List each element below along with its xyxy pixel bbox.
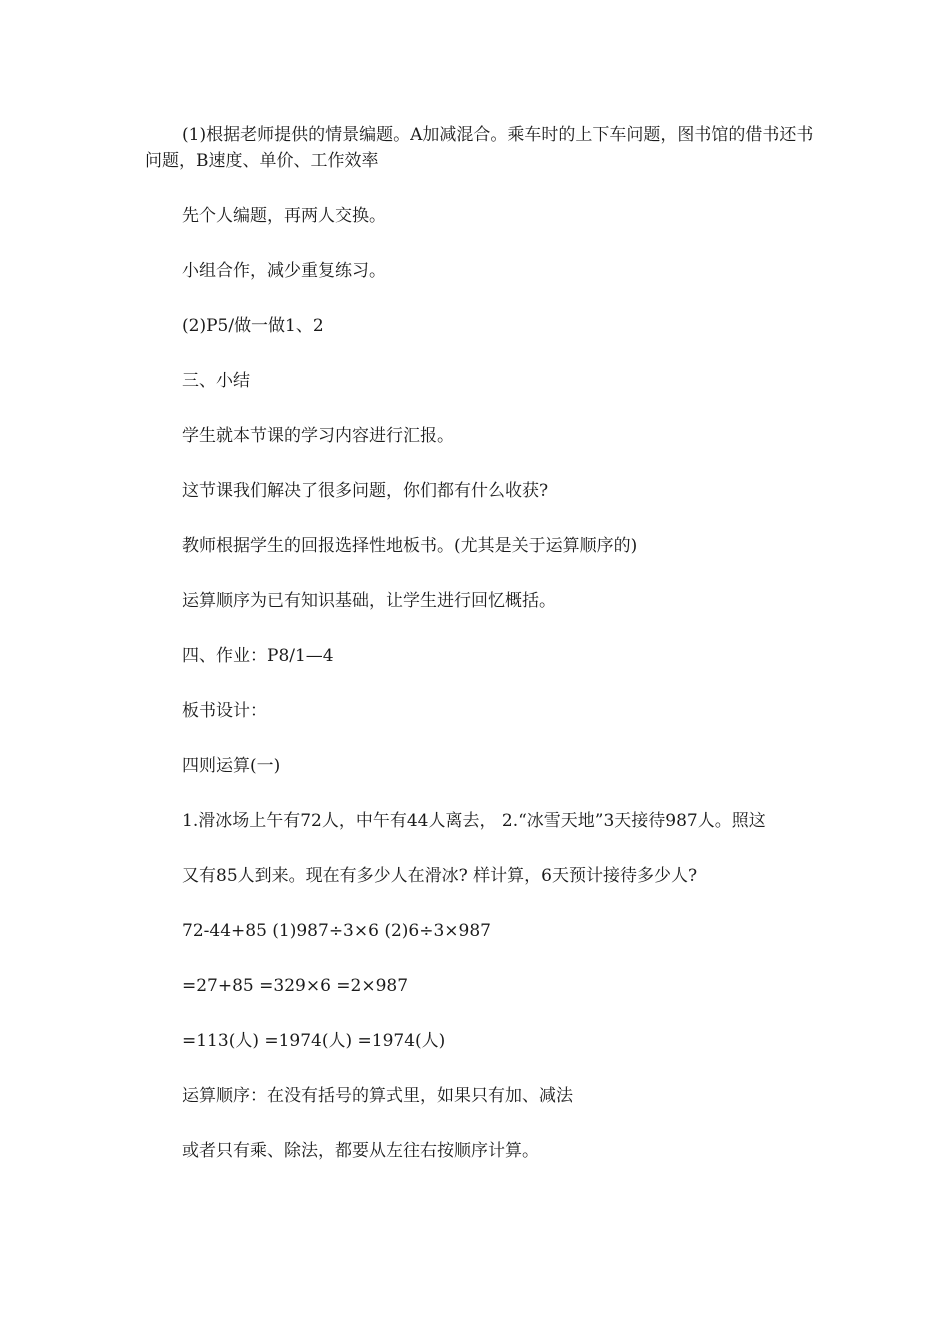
paragraph: (1)根据老师提供的情景编题。A加减混合。乘车时的上下车问题，图书馆的借书还书问题，B速度、单价、工作效率 <box>145 125 814 171</box>
document-body <box>145 122 815 1193</box>
paragraph: 学生就本节课的学习内容进行汇报。 <box>182 426 454 446</box>
paragraph: 或者只有乘、除法，都要从左往右按顺序计算。 <box>182 1141 539 1161</box>
paragraph: 板书设计： <box>182 701 267 721</box>
paragraph: 小组合作，减少重复练习。 <box>182 261 386 281</box>
paragraph: 四则运算(一) <box>182 756 281 776</box>
equation-line: =113(人) =1974(人) =1974(人) <box>182 1031 446 1051</box>
paragraph: 运算顺序为已有知识基础，让学生进行回忆概括。 <box>182 591 556 611</box>
paragraph: 教师根据学生的回报选择性地板书。(尤其是关于运算顺序的) <box>182 536 638 556</box>
paragraph: 这节课我们解决了很多问题，你们都有什么收获? <box>182 481 549 501</box>
paragraph: 1.滑冰场上午有72人，中午有44人离去， 2.“冰雪天地”3天接待987人。照这 <box>182 811 766 831</box>
section-heading: 四、作业：P8/1—4 <box>182 646 334 666</box>
paragraph: (2)P5/做一做1、2 <box>182 316 324 336</box>
paragraph: 运算顺序：在没有括号的算式里，如果只有加、减法 <box>182 1086 573 1106</box>
equation-line: 72-44+85 (1)987÷3×6 (2)6÷3×987 <box>182 921 491 941</box>
equation-line: =27+85 =329×6 =2×987 <box>182 976 409 996</box>
section-heading: 三、小结 <box>182 371 250 391</box>
paragraph: 又有85人到来。现在有多少人在滑冰? 样计算，6天预计接待多少人? <box>182 866 698 886</box>
paragraph: 先个人编题，再两人交换。 <box>182 206 386 226</box>
